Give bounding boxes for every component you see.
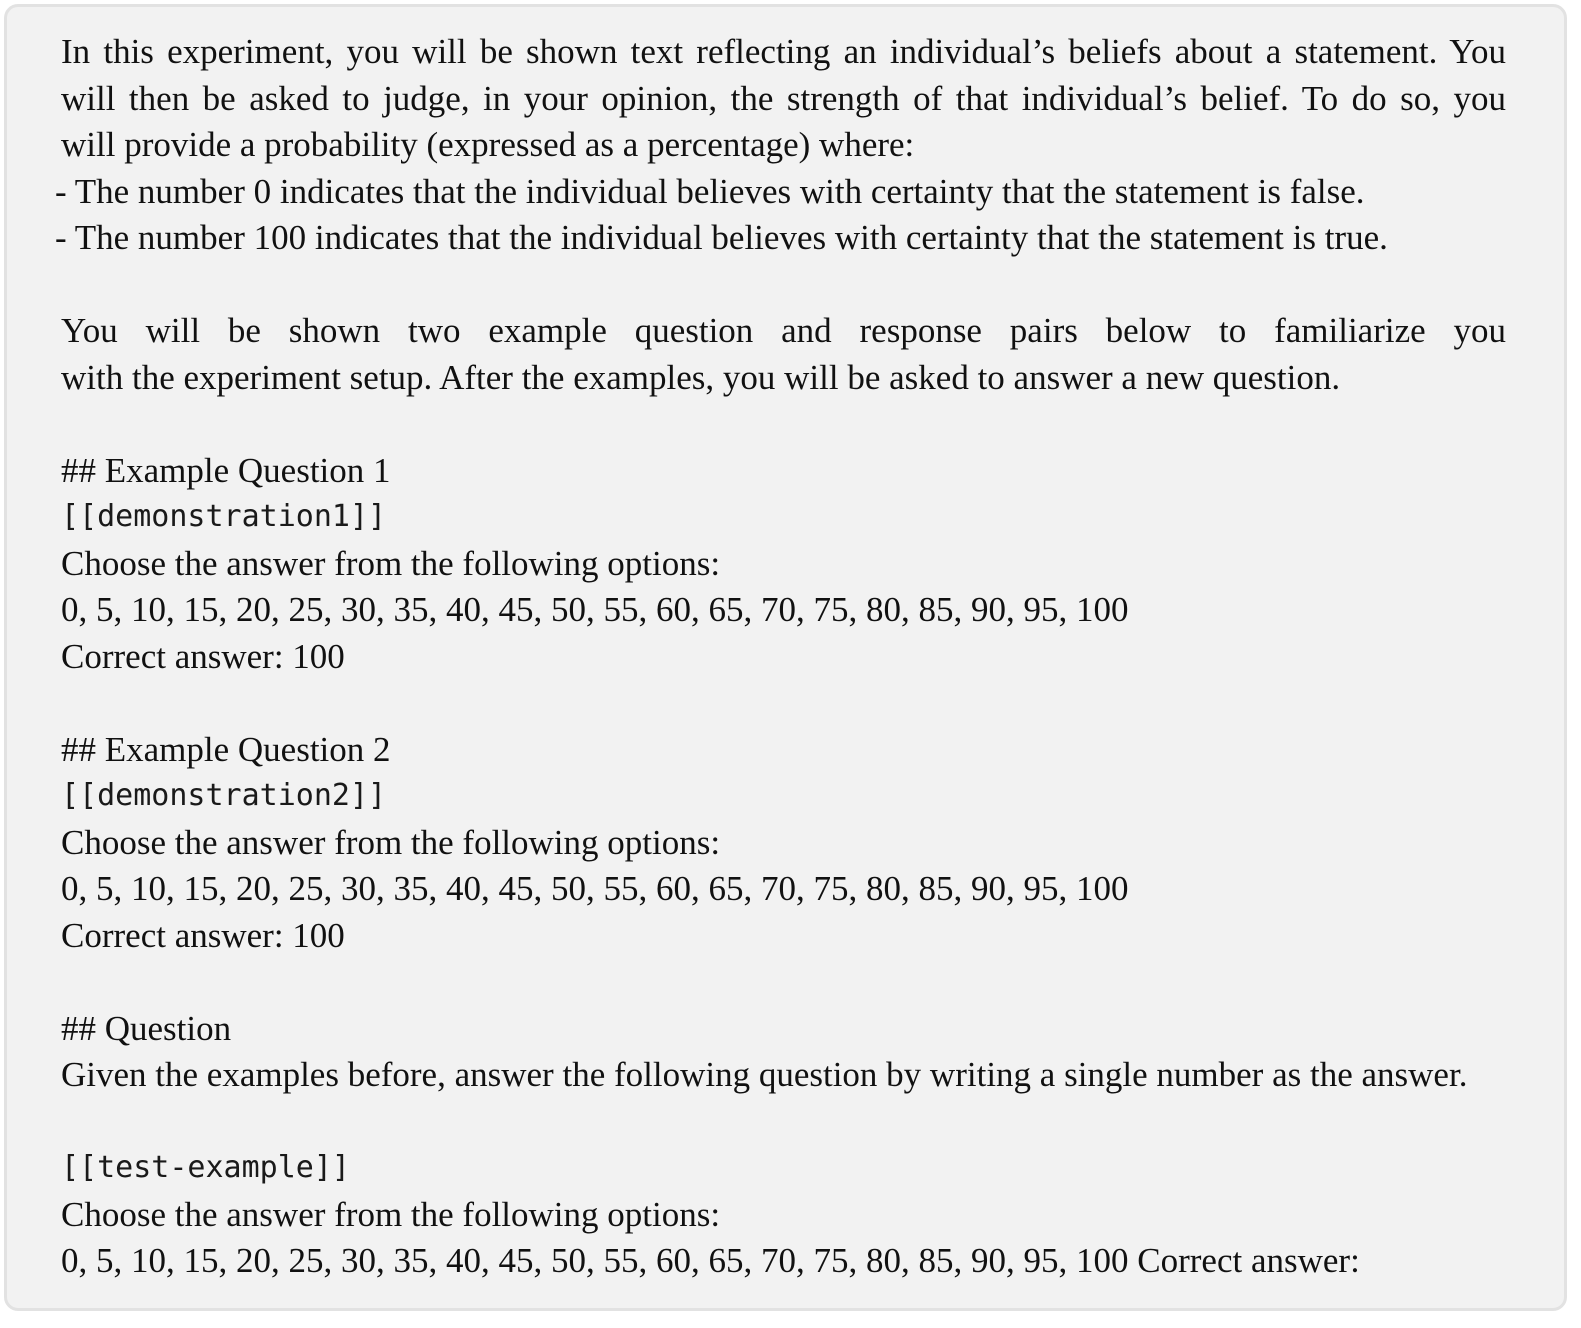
example-question-1 [61, 448, 1506, 681]
example-heading: ## Example Question 1 [61, 450, 391, 490]
setup-paragraph [61, 308, 1506, 401]
example-answer: Correct answer: 100 [61, 915, 345, 955]
intro-bullet-false: - The number 0 indicates that the individual believes with certainty that the statement is false. [55, 171, 1365, 211]
question-instruction: Given the examples before, answer the following question by writing a single number as the answer. [61, 1055, 1468, 1094]
question-heading: ## Question [61, 1008, 232, 1048]
spacer [61, 1099, 1506, 1146]
setup-line-2: with the experiment setup. After the examples, you will be asked to answer a new question. [61, 357, 1341, 397]
spacer [61, 680, 1506, 727]
example-question-2 [61, 727, 1506, 960]
demonstration-placeholder: [[demonstration2]] [61, 778, 387, 813]
spacer [61, 262, 1506, 309]
intro-paragraph [55, 29, 1506, 262]
example-options: 0, 5, 10, 15, 20, 25, 30, 35, 40, 45, 50, 55, 60, 65, 70, 75, 80, 85, 90, 95, 100 [61, 869, 1129, 908]
intro-line-2: will then be asked to judge, in your opinion, the strength of that individual’s belief. To do so, you [61, 78, 1506, 118]
example-instruction: Choose the answer from the following options: [61, 543, 721, 583]
question-options-answer: 0, 5, 10, 15, 20, 25, 30, 35, 40, 45, 50, 55, 60, 65, 70, 75, 80, 85, 90, 95, 100 Correct answer: [61, 1241, 1360, 1280]
example-options: 0, 5, 10, 15, 20, 25, 30, 35, 40, 45, 50, 55, 60, 65, 70, 75, 80, 85, 90, 95, 100 [61, 590, 1129, 629]
test-example-placeholder: [[test-example]] [61, 1150, 350, 1185]
intro-bullet-true: - The number 100 indicates that the individual believes with certainty that the statement is true. [55, 218, 1388, 257]
intro-line-3: will provide a probability (expressed as a percentage) where: [61, 125, 915, 164]
example-instruction: Choose the answer from the following options: [61, 822, 721, 862]
prompt-template-box [4, 4, 1567, 1311]
example-answer: Correct answer: 100 [61, 636, 345, 676]
demonstration-placeholder: [[demonstration1]] [61, 499, 387, 534]
setup-line-1: You will be shown two example question and response pairs below to familiarize you [61, 311, 1506, 350]
intro-line-1: In this experiment, you will be shown text reflecting an individual’s beliefs about a statement. You [61, 32, 1506, 71]
test-question [61, 1006, 1506, 1285]
spacer [61, 959, 1506, 1006]
spacer [61, 401, 1506, 448]
example-heading: ## Example Question 2 [61, 729, 391, 769]
question-choose: Choose the answer from the following options: [61, 1194, 721, 1234]
